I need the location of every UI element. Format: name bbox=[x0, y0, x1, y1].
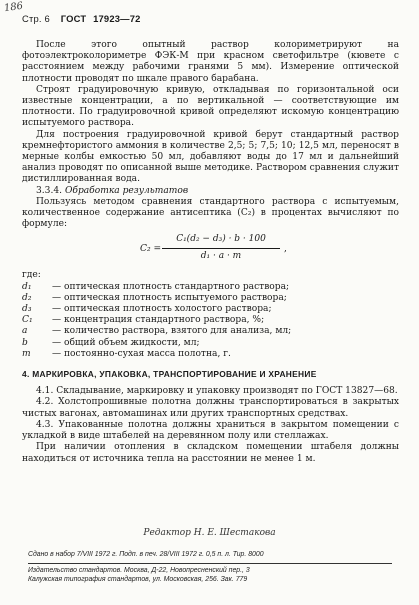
legend-description: — концентрация стандартного раствора, %; bbox=[52, 315, 265, 326]
legend-row bbox=[22, 326, 399, 337]
legend-where: где: bbox=[22, 270, 41, 281]
legend-row bbox=[22, 304, 399, 315]
section-number: 3.3.4. bbox=[36, 185, 63, 196]
formula-block bbox=[22, 234, 399, 268]
standard-number: 17923—72 bbox=[93, 13, 141, 24]
legend-description: — постоянно-сухая масса полотна, г. bbox=[52, 348, 231, 359]
paragraph-calibration-curve: Строят градуировочную кривую, откладывая по горизонтальной оси известные концентрации, а по вертикальной — соответствующие им плотности. По градуировочной кривой определяют искомую концентрацию испытуемого раствора. bbox=[22, 84, 399, 129]
section-results-processing bbox=[22, 186, 399, 197]
paragraph-4-1: 4.1. Складывание, маркировку и упаковку производят по ГОСТ 13827—68. bbox=[36, 386, 398, 397]
legend-symbol: b bbox=[22, 337, 28, 348]
formula-denominator: d₁ · a · m bbox=[200, 250, 242, 261]
legend-description: — оптическая плотность холостого раствора; bbox=[52, 304, 272, 315]
legend-row bbox=[22, 315, 399, 326]
page-header bbox=[22, 13, 141, 24]
legend-symbol: d₃ bbox=[22, 304, 32, 315]
formula-tail: , bbox=[284, 244, 287, 255]
formula-fraction bbox=[162, 234, 280, 261]
paragraph-curve-construction: Для построения градуировочной кривой берут стандартный раствор кремнефтористого аммония в количестве 2,5; 5; 7,5; 10; 12,5 мл, переносят в мерные колбы емкостью 50 мл, добавляют воды до 17 мл и дальнейший анализ проводят по описанной выше методике. Раствором сравнения служит дистиллированная вода. bbox=[22, 129, 399, 185]
legend-symbol: m bbox=[22, 348, 31, 359]
formula-numerator: C₁(d₂ − d₃) · b · 100 bbox=[176, 234, 266, 245]
imprint-publisher: Издательство стандартов. Москва, Д-22, Новопресненский пер., 3 bbox=[28, 567, 250, 575]
section-heading-marking: 4. МАРКИРОВКА, УПАКОВКА, ТРАНСПОРТИРОВАНИЕ И ХРАНЕНИЕ bbox=[22, 369, 317, 380]
section-title: Обработка результатов bbox=[64, 185, 189, 196]
paragraph-colorimetry: После этого опытный раствор колориметрируют на фотоэлектроколориметре ФЭК-М при красном светофильтре (кювете с расстоянием между рабочими гранями 5 мм). Измерение оптической плотности проводят по шкале правого барабана. bbox=[22, 40, 399, 84]
imprint-print-info: Сдано в набор 7/VIII 1972 г. Подп. в печ. 28/VIII 1972 г. 0,5 п. л. Тир. 8000 bbox=[28, 551, 264, 558]
imprint-divider bbox=[28, 563, 392, 564]
legend-description: — общий объем жидкости, мл; bbox=[52, 337, 200, 348]
paragraph-formula-intro: Пользуясь методом сравнения стандартного раствора с испытуемым, количественное содержание антисептика (C₂) в процентах вычисляют по формуле: bbox=[22, 196, 399, 230]
document-body bbox=[22, 40, 399, 465]
legend-symbol: a bbox=[22, 326, 28, 337]
fraction-bar bbox=[162, 248, 280, 249]
formula-legend bbox=[22, 282, 399, 360]
legend-description: — оптическая плотность испытуемого раствора; bbox=[52, 292, 287, 303]
formula-lhs: C₂ = bbox=[140, 244, 162, 255]
legend-description: — количество раствора, взятого для анализа, мл; bbox=[52, 326, 292, 337]
editor-credit: Редактор Н. Е. Шестакова bbox=[143, 528, 276, 538]
legend-symbol: C₁ bbox=[22, 315, 33, 326]
legend-symbol: d₁ bbox=[22, 281, 32, 292]
legend-symbol: d₂ bbox=[22, 292, 32, 303]
paragraph-heating: При наличии отопления в складском помещении штабеля должны находиться от источника тепла на расстоянии не менее 1 м. bbox=[22, 442, 399, 464]
imprint-printer: Калужская типография стандартов, ул. Московская, 256. Зак. 779 bbox=[28, 575, 248, 583]
legend-description: — оптическая плотность стандартного раствора; bbox=[52, 281, 290, 292]
legend-row bbox=[22, 349, 399, 360]
handwritten-page-mark: 186 bbox=[3, 0, 24, 15]
paragraph-4-2: 4.2. Холстопрошивные полотна должны транспортироваться в закрытых чистых вагонах, автомашинах или других транспортных средствах. bbox=[22, 397, 399, 419]
legend-row bbox=[22, 293, 399, 304]
imprint-footer bbox=[28, 551, 392, 584]
legend-row bbox=[22, 282, 399, 293]
paragraph-4-3: 4.3. Упакованные полотна должны храниться в закрытом помещении с укладкой в виде штабелей на деревянном полу или стеллажах. bbox=[22, 419, 399, 442]
legend-row bbox=[22, 338, 399, 349]
standard-label: ГОСТ bbox=[60, 13, 87, 24]
page-number: Стр. 6 bbox=[22, 13, 50, 24]
